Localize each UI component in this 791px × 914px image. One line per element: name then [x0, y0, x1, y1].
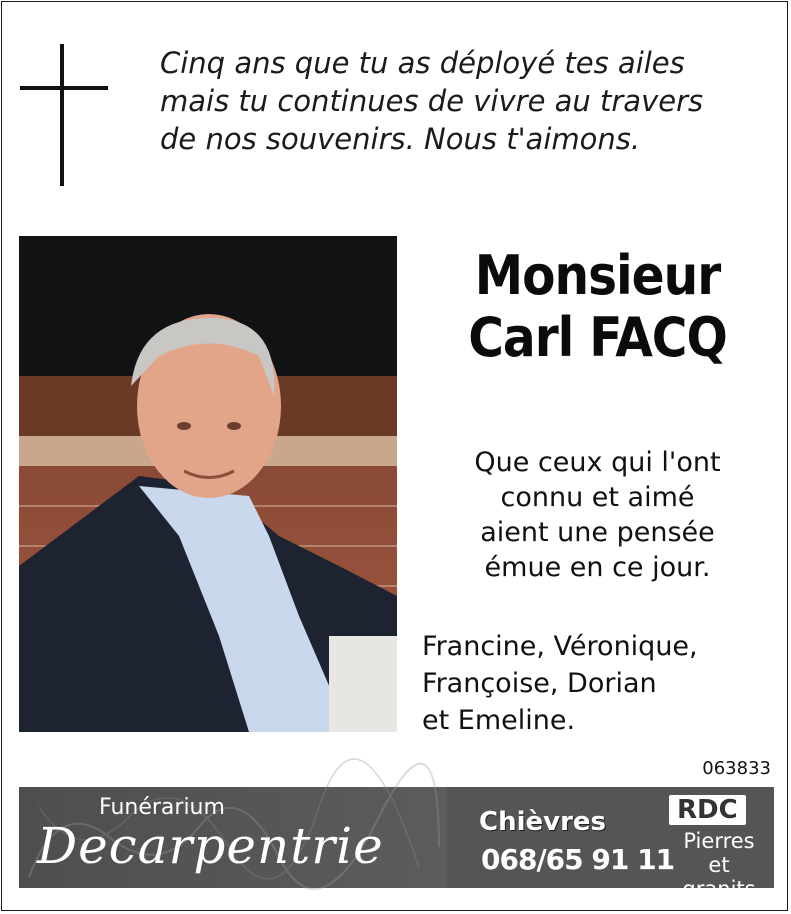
message-line: Que ceux qui l'ont	[474, 447, 721, 478]
town-name: Chièvres	[479, 807, 607, 837]
partner-line: Pierres	[683, 829, 755, 853]
rdc-logo: RDC	[669, 795, 746, 825]
deceased-name	[430, 245, 765, 369]
epitaph-line: Cinq ans que tu as déployé tes ailes	[160, 46, 685, 80]
message-line: connu et aimé	[500, 482, 695, 513]
epitaph-line: mais tu continues de vivre au travers	[160, 84, 704, 118]
message-line: aient une pensée	[480, 517, 715, 548]
reference-number: 063833	[702, 758, 771, 779]
family-line: Francine, Véronique,	[422, 631, 698, 662]
funerarium-name: Decarpentrie	[37, 817, 384, 875]
family-names	[422, 628, 772, 739]
message-line: émue en ce jour.	[484, 552, 711, 583]
partner-line: et granits	[682, 853, 756, 901]
cross-icon	[20, 44, 110, 186]
deceased-title: Monsieur	[474, 244, 721, 307]
partner-tagline	[669, 829, 769, 901]
phone-number: 068/65 91 11	[481, 843, 675, 876]
family-line: Françoise, Dorian	[422, 668, 657, 699]
funeral-home-banner	[19, 787, 774, 901]
funerarium-label: Funérarium	[99, 795, 225, 820]
portrait-photo	[19, 236, 397, 732]
epitaph-line: de nos souvenirs. Nous t'aimons.	[160, 122, 641, 156]
epitaph-text	[160, 44, 760, 158]
remembrance-message	[430, 445, 765, 585]
family-line: et Emeline.	[422, 705, 576, 736]
deceased-fullname: Carl FACQ	[468, 306, 727, 369]
